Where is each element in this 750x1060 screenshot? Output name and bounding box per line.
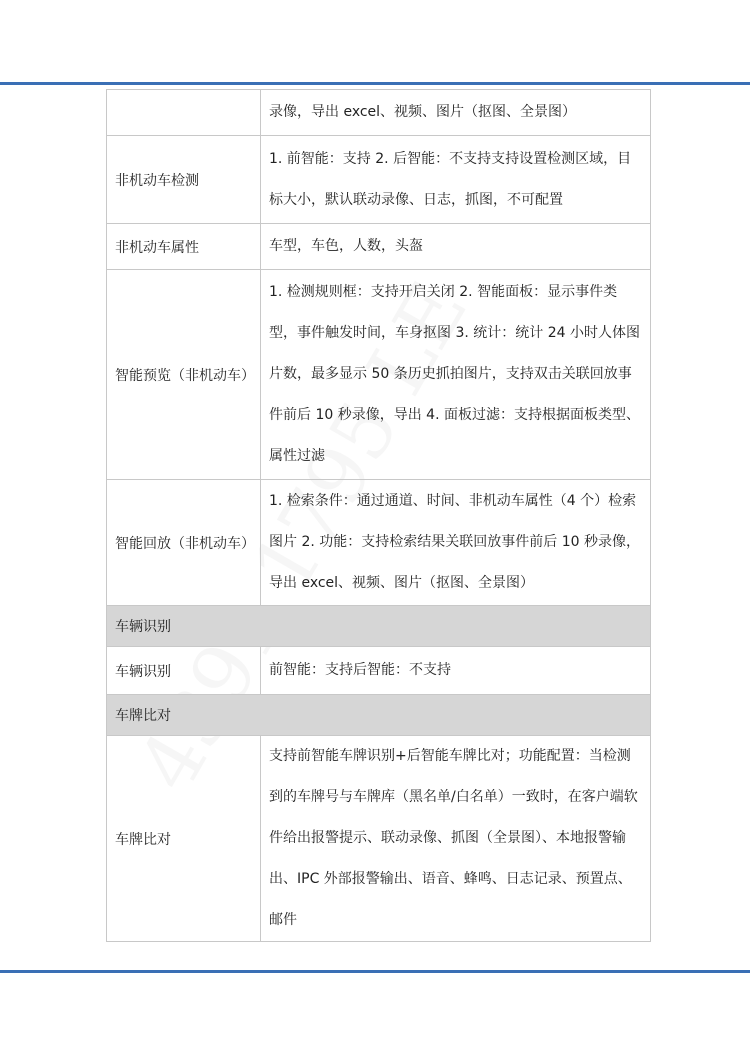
feature-description: 车型，车色，人数，头盔 [261,224,651,270]
header-rule [0,82,750,85]
section-title: 车牌比对 [107,695,651,736]
feature-name: 车辆识别 [107,647,261,695]
table-row [107,136,651,224]
table-row [107,736,651,942]
feature-description: 1. 检测规则框：支持开启关闭 2. 智能面板：显示事件类型，事件触发时间，车身抠图 3. 统计：统计 24 小时人体图片数，最多显示 50 条历史抓拍图片，支持双击关联回放事件前后 10 秒录像，导出 4. 面板过滤：支持根据面板类型、属性过滤 [261,270,651,480]
feature-description: 1. 前智能：支持 2. 后智能：不支持支持设置检测区域，目标大小，默认联动录像、日志，抓图，不可配置 [261,136,651,224]
feature-name: 智能回放（非机动车） [107,480,261,606]
feature-description: 1. 检索条件：通过通道、时间、非机动车属性（4 个）检索图片 2. 功能：支持检索结果关联回放事件前后 10 秒录像，导出 excel、视频、图片（抠图、全景图） [261,480,651,606]
table-row [107,480,651,606]
spec-table [106,89,651,942]
feature-name: 非机动车属性 [107,224,261,270]
feature-name: 非机动车检测 [107,136,261,224]
feature-description: 支持前智能车牌识别+后智能车牌比对；功能配置：当检测到的车牌号与车牌库（黑名单/白名单）一致时，在客户端软件给出报警提示、联动录像、抓图（全景图）、本地报警输出、IPC 外部报警输出、语音、蜂鸣、日志记录、预置点、邮件 [261,736,651,942]
table-row [107,270,651,480]
table-row [107,90,651,136]
section-title: 车辆识别 [107,606,651,647]
feature-name: 车牌比对 [107,736,261,942]
feature-name [107,90,261,136]
feature-name: 智能预览（非机动车） [107,270,261,480]
feature-description: 前智能：支持后智能：不支持 [261,647,651,695]
feature-description: 录像，导出 excel、视频、图片（抠图、全景图） [261,90,651,136]
table-row [107,647,651,695]
section-header-row [107,606,651,647]
section-header-row [107,695,651,736]
footer-rule [0,970,750,973]
table-row [107,224,651,270]
